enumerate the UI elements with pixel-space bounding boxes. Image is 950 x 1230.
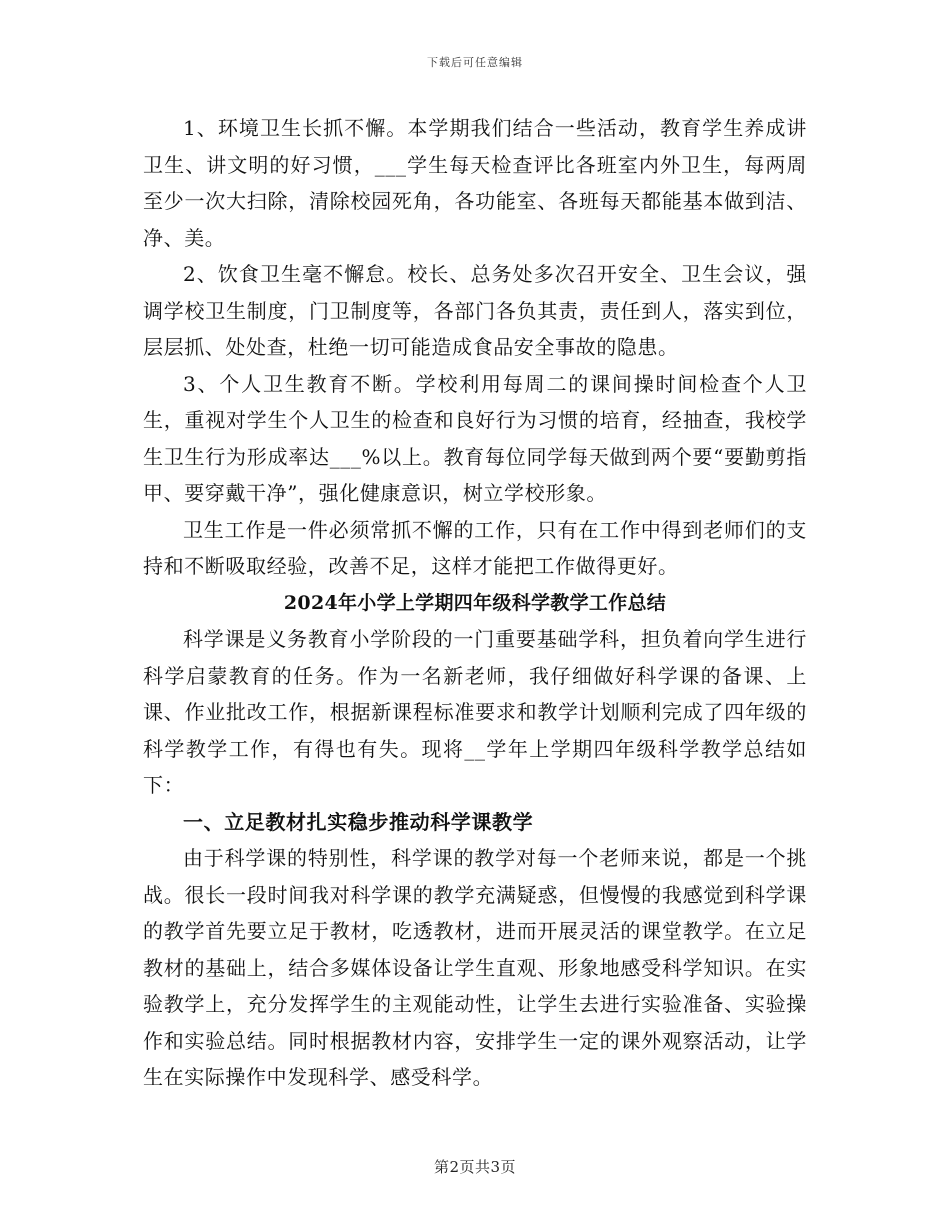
page-header: 下载后可任意编辑	[427, 56, 523, 69]
paragraph-personal-hygiene: 3、个人卫生教育不断。学校利用每周二的课间操时间检查个人卫生，重视对学生个人卫生的检查和良好行为习惯的培育，经抽查，我校学生卫生行为形成率达___%以上。教育每位同学每天做到两个要“要勤剪指甲、要穿戴干净”，强化健康意识，树立学校形象。	[143, 371, 807, 505]
paragraph-environment-hygiene: 1、环境卫生长抓不懈。本学期我们结合一些活动，教育学生养成讲卫生、讲文明的好习惯，___学生每天检查评比各班室内外卫生，每两周至少一次大扫除，清除校园死角，各功能室、各班每天都能基本做到洁、净、美。	[143, 116, 807, 250]
paragraph-science-teaching: 由于科学课的特别性，科学课的教学对每一个老师来说，都是一个挑战。很长一段时间我对科学课的教学充满疑惑，但慢慢的我感觉到科学课的教学首先要立足于教材，吃透教材，进而开展灵活的课堂教学。在立足教材的基础上，结合多媒体设备让学生直观、形象地感受科学知识。在实验教学上，充分发挥学生的主观能动性，让学生去进行实验准备、实验操作和实验总结。同时根据教材内容，安排学生一定的课外观察活动，让学生在实际操作中发现科学、感受科学。	[143, 846, 807, 1089]
section-heading-1: 一、立足教材扎实稳步推动科学课教学	[183, 809, 534, 834]
paragraph-hygiene-conclusion: 卫生工作是一件必须常抓不懈的工作，只有在工作中得到老师们的支持和不断吸取经验，改善不足，这样才能把工作做得更好。	[143, 517, 807, 578]
paragraph-science-intro: 科学课是义务教育小学阶段的一门重要基础学科，担负着向学生进行科学启蒙教育的任务。作为一名新老师，我仔细做好科学课的备课、上课、作业批改工作，根据新课程标准要求和教学计划顺利完成了四年级的科学教学工作，有得也有失。现将__学年上学期四年级科学教学总结如下：	[143, 627, 807, 797]
paragraph-food-hygiene: 2、饮食卫生毫不懈怠。校长、总务处多次召开安全、卫生会议，强调学校卫生制度，门卫制度等，各部门各负其责，责任到人，落实到位，层层抓、处处查，杜绝一切可能造成食品安全事故的隐患。	[143, 262, 807, 359]
document-title: 2024年小学上学期四年级科学教学工作总结	[283, 591, 667, 614]
page-footer: 第2页共3页	[433, 1158, 517, 1176]
document-body	[143, 110, 807, 1096]
